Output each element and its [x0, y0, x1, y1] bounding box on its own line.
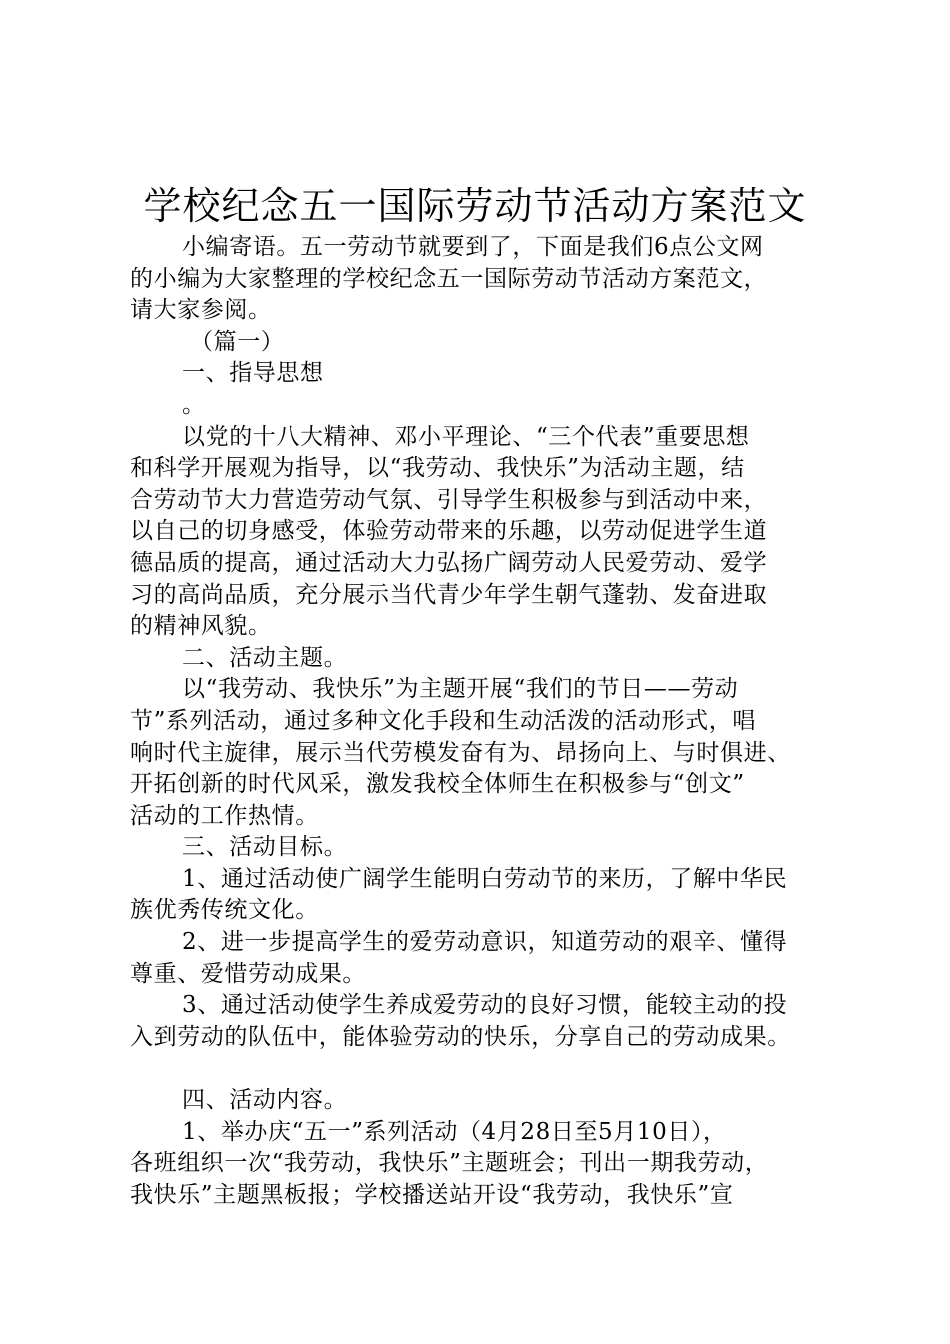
goal-item-2-line-1: 2、进一步提高学生的爱劳动意识，知道劳动的艰辛、懂得	[182, 929, 788, 956]
goal-item-1-line-2: 族优秀传统文化。	[130, 897, 319, 924]
goal-item-1-line-1: 1、通过活动使广阔学生能明白劳动节的来历，了解中华民	[182, 865, 788, 892]
blank-line	[130, 1053, 835, 1085]
paragraph-guiding-line-2: 和科学开展观为指导，以“我劳动、我快乐”为活动主题，结	[130, 455, 745, 482]
paragraph-guiding-line-3: 合劳动节大力营造劳动气氛、引导学生积极参与到活动中来，	[130, 486, 768, 513]
paragraph-guiding-line-4: 以自己的切身感受，体验劳动带来的乐趣，以劳动促进学生道	[130, 518, 768, 545]
paragraph-intro-line-3: 请大家参阅。	[130, 297, 272, 324]
goal-item-3-line-2: 入到劳动的队伍中，能体验劳动的快乐，分享自己的劳动成果。	[130, 1023, 791, 1050]
paragraph-theme-line-1: 以“我劳动、我快乐”为主题开展“我们的节日——劳动	[182, 676, 739, 703]
goal-item-2-line-2: 尊重、爱惜劳动成果。	[130, 960, 366, 987]
paragraph-intro-line-1: 小编寄语。五一劳动节就要到了，下面是我们6点公文网	[182, 234, 764, 260]
section-heading-2: 二、活动主题。	[182, 644, 348, 671]
paragraph-guiding-line-6: 习的高尚品质，充分展示当代青少年学生朝气蓬勃、发奋进取	[130, 581, 768, 608]
paragraph-guiding-line-7: 的精神风貌。	[130, 613, 272, 640]
content-item-1-line-1: 1、举办庆“五一”系列活动（4月28日至5月10日），	[182, 1118, 727, 1145]
content-item-1-line-3: 我快乐”主题黑板报；学校播送站开设“我劳动，我快乐”宣	[130, 1181, 734, 1208]
section-heading-4: 四、活动内容。	[182, 1087, 348, 1114]
stray-period: 。	[182, 391, 206, 418]
document-body	[130, 232, 835, 1211]
paragraph-theme-line-2: 节”系列活动，通过多种文化手段和生动活泼的活动形式，唱	[130, 707, 756, 734]
section-heading-3: 三、活动目标。	[182, 834, 348, 861]
document-title: 学校纪念五一国际劳动节活动方案范文	[143, 184, 807, 228]
paragraph-intro-line-2: 的小编为大家整理的学校纪念五一国际劳动节活动方案范文，	[130, 265, 768, 292]
paragraph-theme-line-4: 开拓创新的时代风采，激发我校全体师生在积极参与“创文”	[130, 771, 745, 798]
part-label: （篇一）	[190, 328, 285, 355]
paragraph-guiding-line-5: 德品质的提高，通过活动大力弘扬广阔劳动人民爱劳动、爱学	[130, 549, 768, 576]
paragraph-theme-line-3: 响时代主旋律，展示当代劳模发奋有为、昂扬向上、与时俱进、	[130, 739, 791, 766]
paragraph-theme-line-5: 活动的工作热情。	[130, 802, 319, 829]
goal-item-3-line-1: 3、通过活动使学生养成爱劳动的良好习惯，能较主动的投	[182, 992, 788, 1019]
section-heading-1: 一、指导思想	[182, 360, 324, 387]
paragraph-guiding-line-1: 以党的十八大精神、邓小平理论、“三个代表”重要思想	[182, 423, 750, 450]
content-item-1-line-2: 各班组织一次“我劳动，我快乐”主题班会；刊出一期我劳动，	[130, 1150, 769, 1177]
